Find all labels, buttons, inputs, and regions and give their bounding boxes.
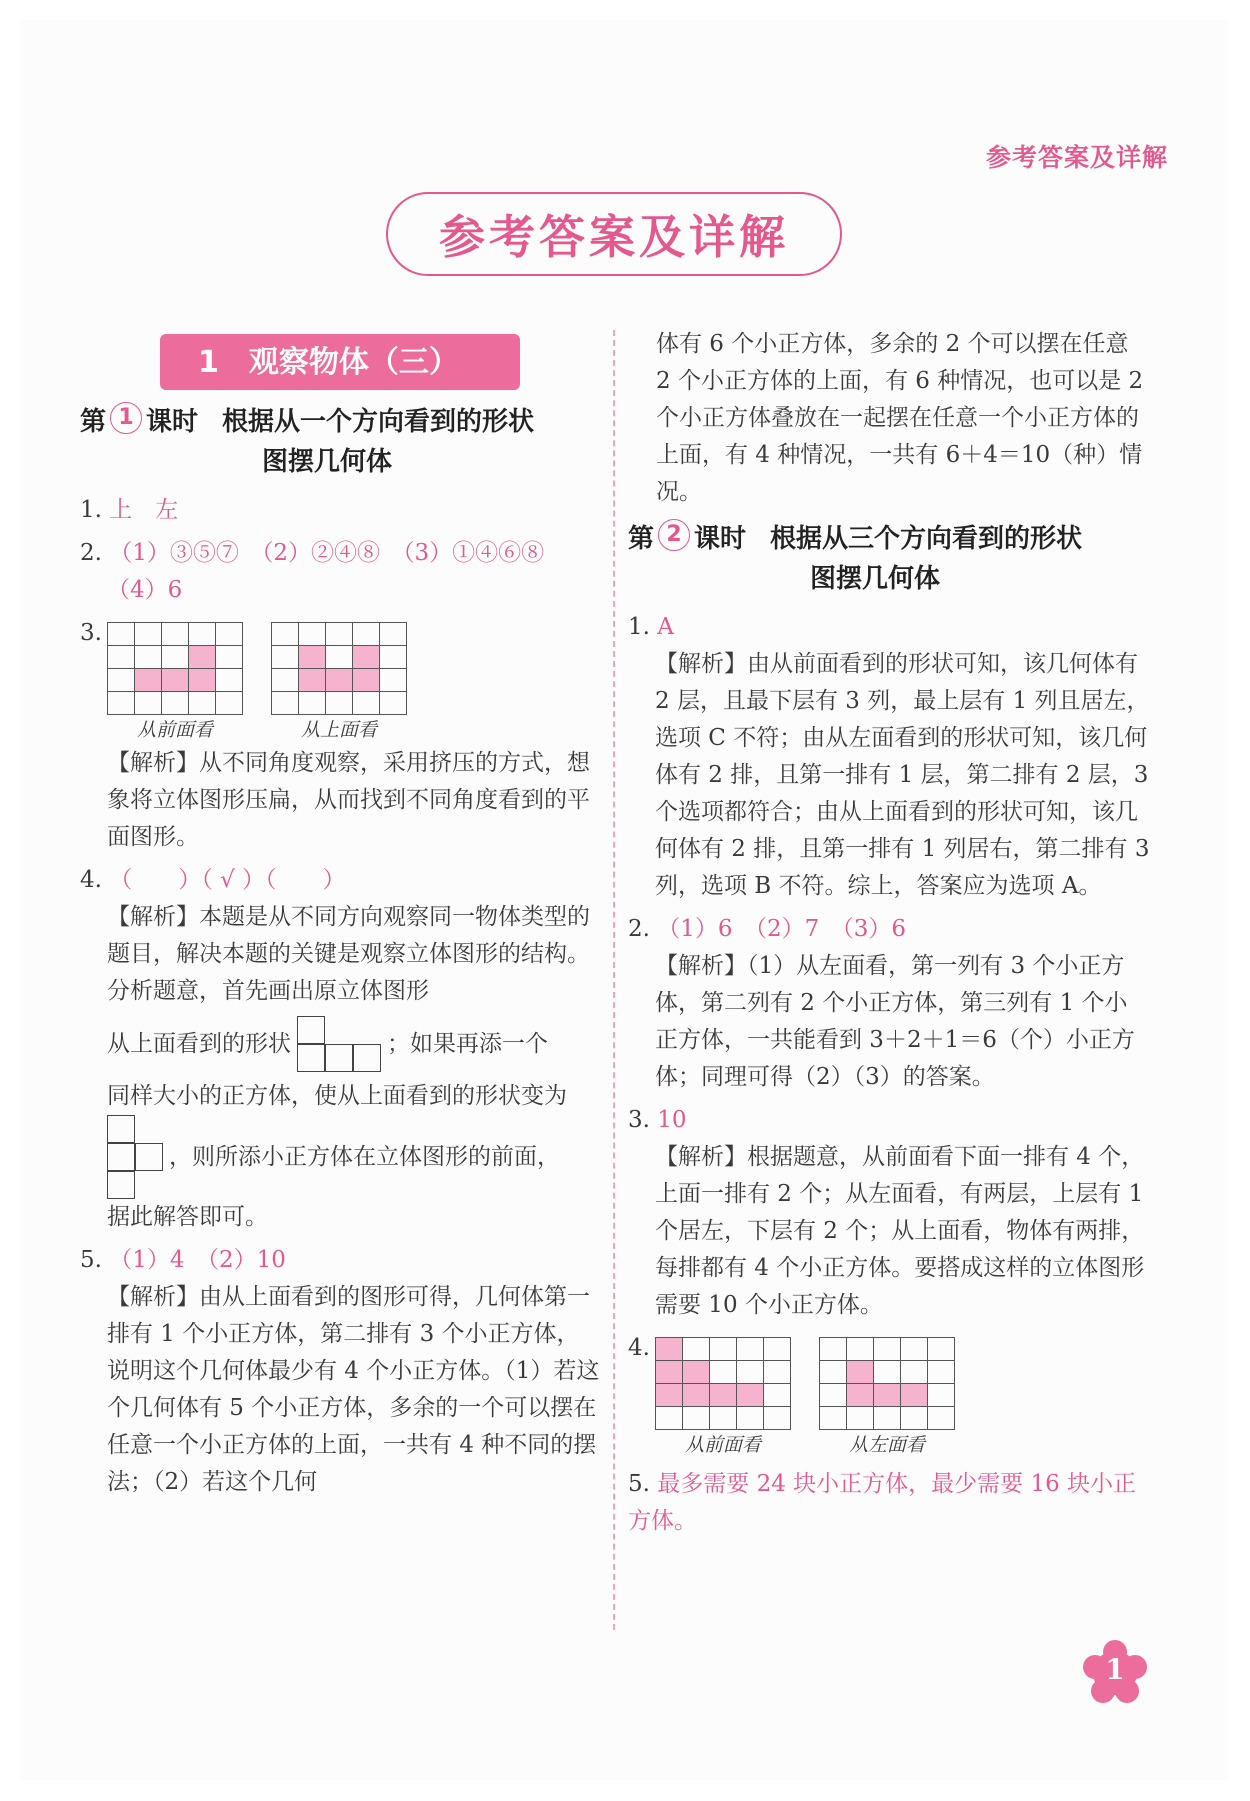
page-number-badge xyxy=(1082,1640,1148,1706)
corner-title: 参考答案及详解 xyxy=(985,143,1168,172)
lesson1-number: 1 xyxy=(110,402,142,434)
grid-front xyxy=(655,1337,791,1430)
q-number: 5. xyxy=(628,1471,650,1497)
continued-analysis: 体有 6 个小正方体，多余的 2 个可以摆在任意 2 个小正方体的上面，有 6 种情况，也可以是 2 个小正方体叠放在一起摆在任意一个小正方体的上面，有 4 种情况，一共有 6＋4＝10（种）情况。 xyxy=(656,331,1144,505)
lesson2-prefix: 第 xyxy=(628,524,655,554)
analysis: 同样大小的正方体，使从上面看到的形状变为 xyxy=(107,1083,567,1109)
lesson2-title-cont: 图摆几何体 xyxy=(810,564,941,594)
answer: （1）③⑤⑦ （2）②④⑧ （3）①④⑥⑧ xyxy=(109,540,545,566)
left-q4 xyxy=(80,862,600,1236)
lesson1-heading xyxy=(80,402,600,482)
chapter-title: 观察物体（三） xyxy=(248,344,459,380)
grid-front xyxy=(107,622,243,715)
analysis: 据此解答即可。 xyxy=(107,1204,268,1230)
answer: （ ）（ √ ）（ ） xyxy=(109,867,346,893)
figure-front xyxy=(107,622,243,745)
figure-front xyxy=(655,1337,791,1460)
q-number: 1. xyxy=(628,614,650,640)
new-top-view-shape xyxy=(107,1115,163,1199)
analysis: 【解析】从不同角度观察，采用挤压的方式，想象将立体图形压扁，从而找到不同角度看到的平面图形。 xyxy=(107,750,590,850)
left-column xyxy=(80,330,600,1507)
analysis-shape-line2 xyxy=(80,1115,600,1199)
figure-top xyxy=(271,622,407,745)
q4-figures xyxy=(655,1337,1150,1460)
q-number: 4. xyxy=(80,867,102,893)
right-q3 xyxy=(628,1102,1150,1324)
right-q4 xyxy=(628,1330,1150,1460)
q-number: 2. xyxy=(628,916,650,942)
left-q2 xyxy=(80,535,600,609)
caption-front: 从前面看 xyxy=(136,719,213,741)
left-q3 xyxy=(80,615,600,856)
q-number: 4. xyxy=(628,1335,650,1361)
right-q2 xyxy=(628,911,1150,1096)
analysis: 【解析】由从上面看到的图形可得，几何体第一排有 1 个小正方体，第二排有 3 个小正方体，说明这个几何体最少有 4 个小正方体。（1）若这个几何体有 5 个小正方体，多余的一个可以摆在任意一个小正方体的上面，一共有 4 种不同的摆法；（2）若这个几何 xyxy=(107,1284,600,1495)
analysis-text: 从上面看到的形状 xyxy=(107,1030,291,1057)
q3-figures xyxy=(107,622,600,745)
answer: （1）6 （2）7 （3）6 xyxy=(657,916,907,942)
lesson2-number: 2 xyxy=(658,519,690,551)
left-q1 xyxy=(80,492,600,529)
caption-top: 从上面看 xyxy=(300,719,377,741)
answer: 10 xyxy=(657,1107,687,1133)
q-number: 1. xyxy=(80,497,102,523)
q-number: 5. xyxy=(80,1247,102,1273)
lesson2-suffix: 课时 xyxy=(694,524,747,554)
q-number: 2. xyxy=(80,540,102,566)
lesson1-prefix: 第 xyxy=(80,407,107,437)
lesson1-title: 根据从一个方向看到的形状 xyxy=(222,407,535,437)
analysis: 【解析】本题是从不同方向观察同一物体类型的题目，解决本题的关键是观察立体图形的结构。分析题意，首先画出原立体图形 xyxy=(107,904,590,1004)
banner-title: 参考答案及详解 xyxy=(439,210,789,264)
caption-front: 从前面看 xyxy=(684,1434,761,1456)
analysis: 【解析】（1）从左面看，第一列有 3 个小正方体，第二列有 2 个小正方体，第三列有 1 个小正方体，一共能看到 3＋2＋1＝6（个）小正方体；同理可得（2）（3）的答案。 xyxy=(655,953,1135,1090)
page-number: 1 xyxy=(1105,1653,1125,1686)
q-number: 3. xyxy=(628,1107,650,1133)
right-q5 xyxy=(628,1466,1150,1540)
grid-left xyxy=(819,1337,955,1430)
analysis: 【解析】根据题意，从前面看下面一排有 4 个，上面一排有 2 个；从左面看，有两层，上层有 1 个居左，下层有 2 个；从上面看，物体有两排，每排都有 4 个小正方体。要搭成这样的立体图形需要 10 个小正方体。 xyxy=(655,1144,1145,1318)
chapter-heading xyxy=(160,334,520,390)
figure-left xyxy=(819,1337,955,1460)
lesson2-title: 根据从三个方向看到的形状 xyxy=(770,524,1083,554)
analysis: 【解析】由从前面看到的形状可知，该几何体有 2 层，且最下层有 3 列，最上层有 1 列且居左，选项 C 不符；由从左面看到的形状可知，该几何体有 2 排，且第一排有 1 层，第二排有 2 层，3 个选项都符合；由从上面看到的形状可知，该几何体有 2 排，且第一排有 1 列居右，第二排有 3 列，选项 B 不符。综上，答案应为选项 A。 xyxy=(655,651,1150,899)
analysis-text: ，则所添小正方体在立体图形的前面， xyxy=(169,1143,560,1170)
lesson1-title-cont: 图摆几何体 xyxy=(262,447,393,477)
answer: A xyxy=(657,614,674,640)
answer: 上 左 xyxy=(109,497,179,523)
left-q5 xyxy=(80,1242,600,1501)
lesson1-suffix: 课时 xyxy=(146,407,199,437)
right-column xyxy=(628,330,1150,1546)
answer-cont: （4）6 xyxy=(107,577,183,603)
analysis-shape-line xyxy=(80,1016,600,1072)
top-view-shape xyxy=(297,1016,381,1072)
right-q1 xyxy=(628,609,1150,905)
analysis-text: ；如果再添一个 xyxy=(387,1030,548,1057)
main-banner xyxy=(386,192,842,276)
caption-left: 从左面看 xyxy=(848,1434,925,1456)
chapter-number: 1 xyxy=(198,344,219,380)
lesson2-heading xyxy=(628,519,1150,599)
q-number: 3. xyxy=(80,620,102,646)
answer: （1）4 （2）10 xyxy=(109,1247,286,1273)
grid-top xyxy=(271,622,407,715)
column-divider xyxy=(613,330,615,1630)
answer: 最多需要 24 块小正方体，最少需要 16 块小正方体。 xyxy=(628,1471,1137,1534)
